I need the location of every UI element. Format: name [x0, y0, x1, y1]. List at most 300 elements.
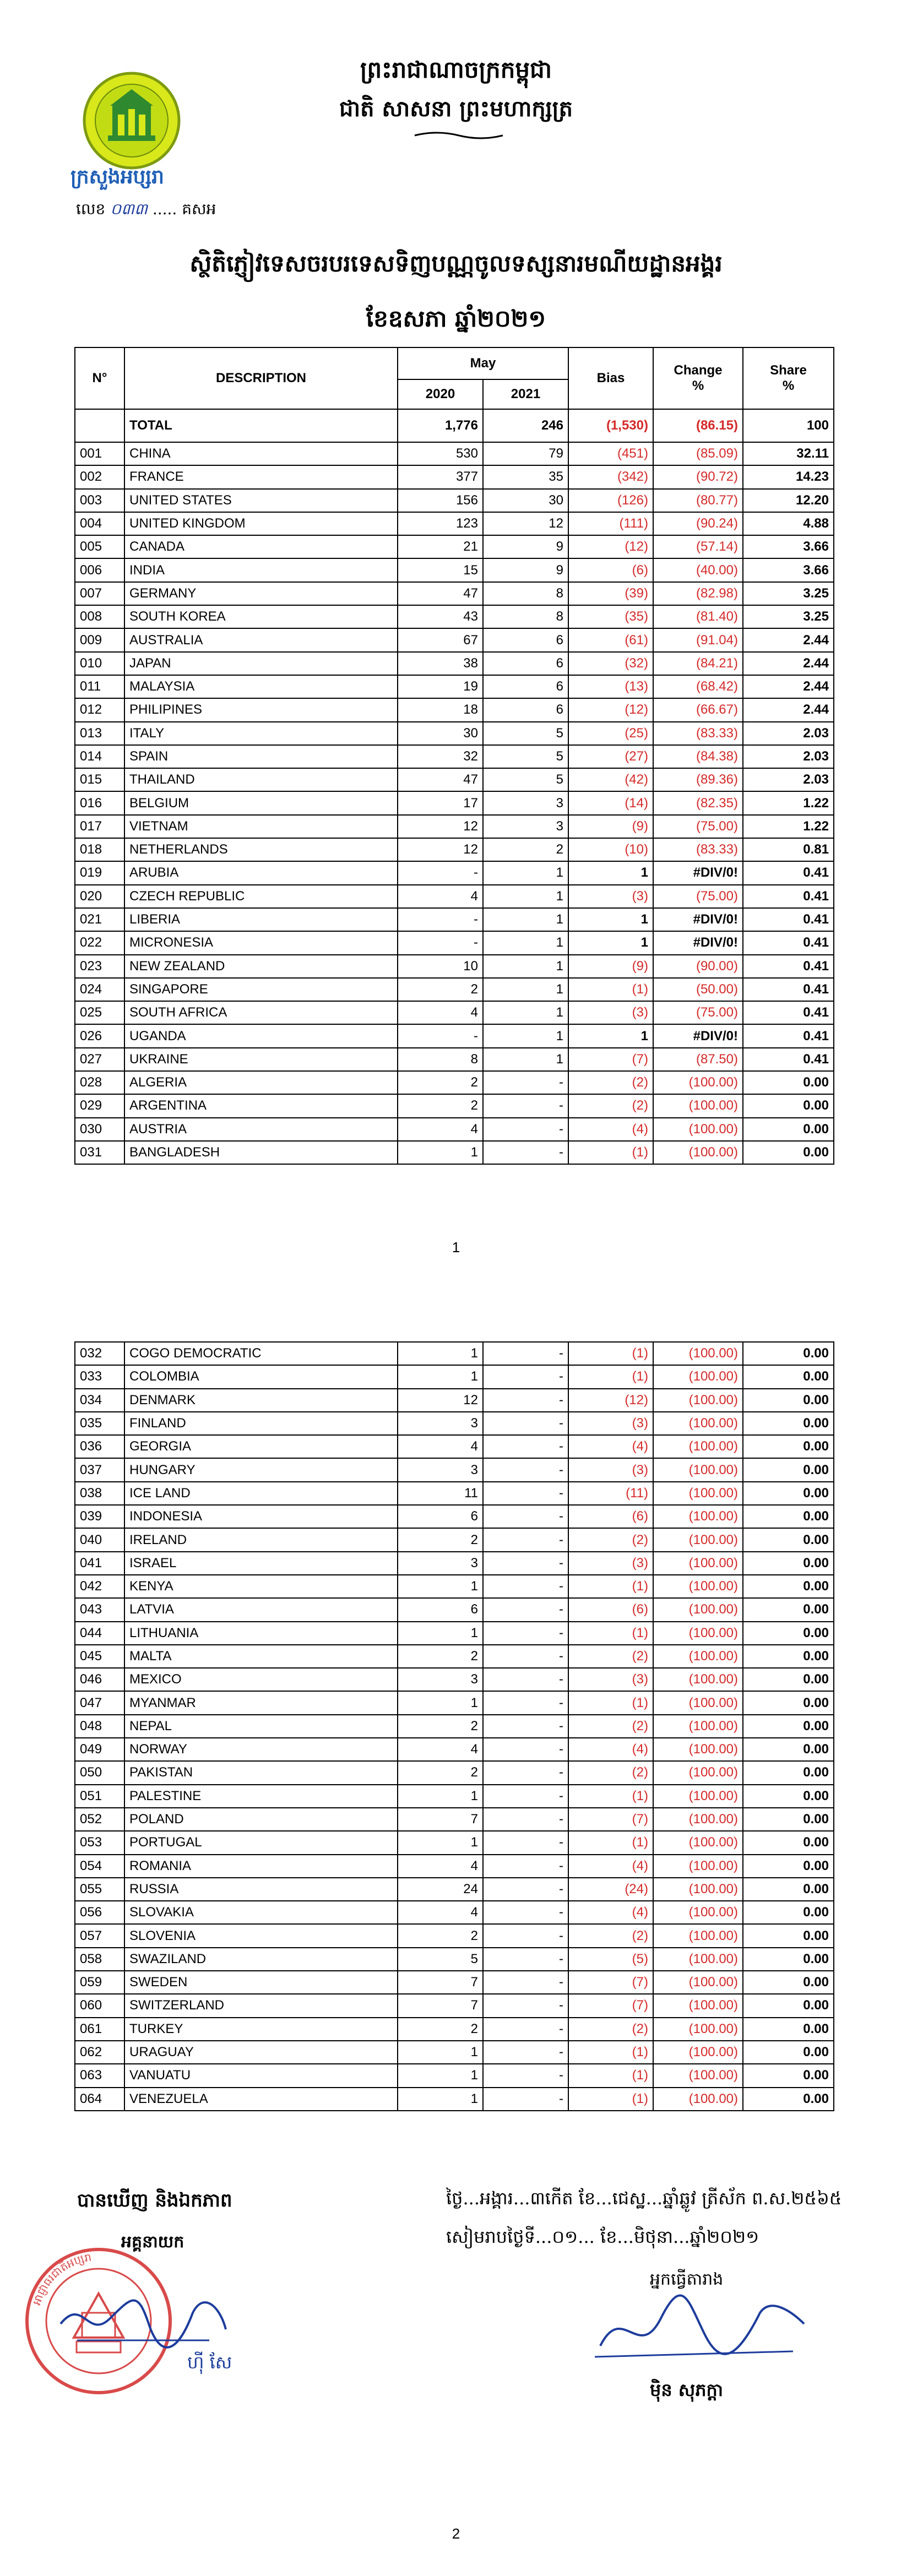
row-share: 0.00 — [743, 1552, 834, 1575]
row-change: (100.00) — [653, 2018, 743, 2041]
table-row — [75, 838, 834, 861]
row-share: 3.25 — [743, 605, 834, 628]
row-bias: (9) — [568, 955, 653, 978]
table-row — [75, 1389, 834, 1412]
row-share: 1.22 — [743, 815, 834, 838]
row-share: 0.00 — [743, 1924, 834, 1947]
row-number: 005 — [75, 535, 124, 558]
table-row — [75, 465, 834, 488]
table-row — [75, 1141, 834, 1164]
row-change: (100.00) — [653, 1878, 743, 1901]
row-2021: - — [483, 1971, 568, 1994]
row-2020: 2 — [398, 2018, 483, 2041]
row-number: 042 — [75, 1575, 124, 1598]
row-number: 029 — [75, 1094, 124, 1117]
row-share: 0.00 — [743, 1855, 834, 1878]
row-description: PHILIPINES — [124, 698, 398, 721]
row-2021: - — [483, 1761, 568, 1784]
row-2020: 156 — [398, 489, 483, 512]
row-bias: (7) — [568, 1048, 653, 1071]
row-bias: (7) — [568, 1808, 653, 1831]
row-share: 2.03 — [743, 745, 834, 768]
row-share: 3.66 — [743, 558, 834, 581]
row-number: 035 — [75, 1412, 124, 1435]
row-change: (90.72) — [653, 465, 743, 488]
row-2020: 5 — [398, 1948, 483, 1971]
page-number-2: 2 — [452, 2525, 460, 2542]
row-share: 0.00 — [743, 1458, 834, 1481]
row-description: SOUTH KOREA — [124, 605, 398, 628]
row-share: 0.00 — [743, 1389, 834, 1412]
row-bias: (6) — [568, 558, 653, 581]
total-row — [75, 409, 834, 442]
table-row — [75, 628, 834, 651]
row-change: (100.00) — [653, 1971, 743, 1994]
row-share: 2.03 — [743, 722, 834, 745]
row-change: #DIV/0! — [653, 908, 743, 931]
row-number: 060 — [75, 1994, 124, 2017]
row-description: FRANCE — [124, 465, 398, 488]
row-number: 008 — [75, 605, 124, 628]
row-2021: - — [483, 1808, 568, 1831]
row-2021: - — [483, 2041, 568, 2064]
row-share: 0.00 — [743, 1505, 834, 1528]
row-number: 015 — [75, 768, 124, 791]
row-change: (100.00) — [653, 1598, 743, 1621]
row-share: 0.00 — [743, 1715, 834, 1738]
visitor-stats-table — [74, 347, 834, 1165]
row-2021: 3 — [483, 815, 568, 838]
change-unit: % — [692, 378, 704, 393]
row-2021: 6 — [483, 698, 568, 721]
row-2021: - — [483, 1622, 568, 1645]
row-description: LITHUANIA — [124, 1622, 398, 1645]
row-2020: 1 — [398, 1831, 483, 1854]
row-number: 003 — [75, 489, 124, 512]
row-number: 044 — [75, 1622, 124, 1645]
row-2020: 2 — [398, 1071, 483, 1094]
row-change: #DIV/0! — [653, 861, 743, 884]
row-bias: (4) — [568, 1901, 653, 1924]
row-number: 050 — [75, 1761, 124, 1784]
table-body-page-2 — [75, 1342, 834, 2111]
row-2020: - — [398, 1024, 483, 1047]
table-row — [75, 1855, 834, 1878]
row-2021: - — [483, 1094, 568, 1117]
row-bias: (2) — [568, 1715, 653, 1738]
row-share: 3.25 — [743, 582, 834, 605]
row-share: 0.41 — [743, 931, 834, 954]
row-number: 021 — [75, 908, 124, 931]
row-change: (81.40) — [653, 605, 743, 628]
row-bias: (9) — [568, 815, 653, 838]
row-description: MALAYSIA — [124, 675, 398, 698]
row-2020: 8 — [398, 1048, 483, 1071]
row-change: (89.36) — [653, 768, 743, 791]
row-2020: 30 — [398, 722, 483, 745]
row-number: 006 — [75, 558, 124, 581]
row-bias: (342) — [568, 465, 653, 488]
row-change: (90.24) — [653, 512, 743, 535]
row-number: 011 — [75, 675, 124, 698]
row-change: (100.00) — [653, 1389, 743, 1412]
row-bias: (4) — [568, 1118, 653, 1141]
row-2020: - — [398, 908, 483, 931]
row-2020: 4 — [398, 885, 483, 908]
row-2020: 47 — [398, 582, 483, 605]
table-row — [75, 652, 834, 675]
row-change: (100.00) — [653, 1094, 743, 1117]
ornament-divider — [412, 130, 506, 141]
row-2021: - — [483, 1435, 568, 1458]
row-change: (66.67) — [653, 698, 743, 721]
row-bias: (3) — [568, 1552, 653, 1575]
row-2021: 1 — [483, 1048, 568, 1071]
row-bias: (39) — [568, 582, 653, 605]
row-number: 001 — [75, 442, 124, 465]
row-bias: (1) — [568, 1365, 653, 1388]
row-bias: (1) — [568, 978, 653, 1001]
row-number: 054 — [75, 1855, 124, 1878]
row-bias: 1 — [568, 1024, 653, 1047]
row-change: (100.00) — [653, 1482, 743, 1505]
row-description: INDONESIA — [124, 1505, 398, 1528]
row-share: 0.00 — [743, 1948, 834, 1971]
visitor-stats-table-continued — [74, 1341, 834, 2111]
row-description: LIBERIA — [124, 908, 398, 931]
reference-number — [76, 199, 216, 222]
row-share: 2.03 — [743, 768, 834, 791]
row-number: 053 — [75, 1831, 124, 1854]
row-share: 2.44 — [743, 628, 834, 651]
row-description: PORTUGAL — [124, 1831, 398, 1854]
table-body-page-1 — [75, 409, 834, 1164]
table-row — [75, 698, 834, 721]
row-number: 004 — [75, 512, 124, 535]
row-number: 034 — [75, 1389, 124, 1412]
row-2021: 1 — [483, 908, 568, 931]
row-share: 0.81 — [743, 838, 834, 861]
row-number: 036 — [75, 1435, 124, 1458]
row-change: (100.00) — [653, 1528, 743, 1551]
row-share: 0.41 — [743, 908, 834, 931]
row-2020: 2 — [398, 1761, 483, 1784]
table-row — [75, 1118, 834, 1141]
table-row — [75, 1645, 834, 1668]
row-bias: (12) — [568, 1389, 653, 1412]
row-2021: - — [483, 1575, 568, 1598]
table-row — [75, 1691, 834, 1714]
row-share: 0.00 — [743, 1738, 834, 1761]
row-description: ALGERIA — [124, 1071, 398, 1094]
row-2021: - — [483, 1118, 568, 1141]
row-share: 0.00 — [743, 1691, 834, 1714]
row-change: #DIV/0! — [653, 1024, 743, 1047]
svg-text:អាជ្ញាធរជាតិអប្សរា: អាជ្ញាធរជាតិអប្សរា — [30, 2250, 93, 2307]
row-change: (100.00) — [653, 2064, 743, 2087]
page-2 — [0, 1283, 912, 2576]
table-row — [75, 1785, 834, 1808]
row-description: AUSTRALIA — [124, 628, 398, 651]
row-number: 057 — [75, 1924, 124, 1947]
row-description: URAGUAY — [124, 2041, 398, 2064]
row-share: 0.00 — [743, 2064, 834, 2087]
row-change: (100.00) — [653, 1901, 743, 1924]
row-change: (84.21) — [653, 652, 743, 675]
row-description: ISRAEL — [124, 1552, 398, 1575]
row-share: 0.00 — [743, 2018, 834, 2041]
row-2020: 4 — [398, 1001, 483, 1024]
row-share: 0.00 — [743, 2041, 834, 2064]
row-2021: - — [483, 1645, 568, 1668]
row-description: UGANDA — [124, 1024, 398, 1047]
row-2021: - — [483, 2064, 568, 2087]
row-2021: - — [483, 1598, 568, 1621]
row-2020: 67 — [398, 628, 483, 651]
row-description: PALESTINE — [124, 1785, 398, 1808]
table-row — [75, 1094, 834, 1117]
row-number: 007 — [75, 582, 124, 605]
row-2020: 12 — [398, 1389, 483, 1412]
row-number: 051 — [75, 1785, 124, 1808]
row-bias: (2) — [568, 2018, 653, 2041]
author-signature-image — [584, 2291, 815, 2368]
row-change: (100.00) — [653, 1715, 743, 1738]
row-change: (100.00) — [653, 1761, 743, 1784]
row-share: 0.00 — [743, 1435, 834, 1458]
row-change: (50.00) — [653, 978, 743, 1001]
row-description: ICE LAND — [124, 1482, 398, 1505]
table-row — [75, 885, 834, 908]
row-number: 017 — [75, 815, 124, 838]
row-description: MALTA — [124, 1645, 398, 1668]
row-2020: 530 — [398, 442, 483, 465]
row-bias: (12) — [568, 698, 653, 721]
row-description: SINGAPORE — [124, 978, 398, 1001]
row-bias: (24) — [568, 1878, 653, 1901]
row-2021: - — [483, 1342, 568, 1365]
row-description: IRELAND — [124, 1528, 398, 1551]
row-2020: 377 — [398, 465, 483, 488]
col-header-share — [743, 347, 834, 409]
row-description: COGO DEMOCRATIC — [124, 1342, 398, 1365]
row-2021: - — [483, 1924, 568, 1947]
table-row — [75, 1342, 834, 1365]
row-2020: 1 — [398, 1342, 483, 1365]
total-2020: 1,776 — [398, 409, 483, 442]
table-row — [75, 1622, 834, 1645]
director-title: អគ្គនាយក — [121, 2232, 184, 2252]
row-description: SWAZILAND — [124, 1948, 398, 1971]
row-description: UNITED STATES — [124, 489, 398, 512]
row-number: 023 — [75, 955, 124, 978]
row-change: (100.00) — [653, 1552, 743, 1575]
row-2021: - — [483, 1901, 568, 1924]
row-2020: 4 — [398, 1738, 483, 1761]
row-bias: (1) — [568, 1622, 653, 1645]
table-row — [75, 791, 834, 814]
row-change: (100.00) — [653, 1575, 743, 1598]
row-change: (100.00) — [653, 1118, 743, 1141]
total-label: TOTAL — [124, 409, 398, 442]
row-share: 0.00 — [743, 1528, 834, 1551]
row-bias: (13) — [568, 675, 653, 698]
row-2021: 35 — [483, 465, 568, 488]
row-number: 052 — [75, 1808, 124, 1831]
row-2021: 6 — [483, 652, 568, 675]
row-bias: (2) — [568, 1645, 653, 1668]
row-bias: 1 — [568, 861, 653, 884]
row-description: NORWAY — [124, 1738, 398, 1761]
row-change: (68.42) — [653, 675, 743, 698]
table-row — [75, 582, 834, 605]
row-description: COLOMBIA — [124, 1365, 398, 1388]
director-name: ហ៊ី សែ — [187, 2352, 232, 2373]
motto-heading: ជាតិ សាសនា ព្រះមហាក្សត្រ — [339, 96, 573, 122]
share-label: Share — [770, 363, 807, 378]
institution-name: ក្រសួងអប្សរា — [70, 165, 164, 188]
row-2021: 1 — [483, 955, 568, 978]
row-share: 0.00 — [743, 1878, 834, 1901]
row-change: (83.33) — [653, 838, 743, 861]
row-change: (75.00) — [653, 885, 743, 908]
row-description: SWEDEN — [124, 1971, 398, 1994]
row-2021: - — [483, 1785, 568, 1808]
row-bias: (12) — [568, 535, 653, 558]
row-share: 2.44 — [743, 675, 834, 698]
row-2020: 4 — [398, 1118, 483, 1141]
row-number: 010 — [75, 652, 124, 675]
row-2020: 1 — [398, 1575, 483, 1598]
table-row — [75, 1505, 834, 1528]
row-share: 0.00 — [743, 1118, 834, 1141]
table-row — [75, 768, 834, 791]
table-row — [75, 1971, 834, 1994]
row-description: BANGLADESH — [124, 1141, 398, 1164]
table-row — [75, 1994, 834, 2017]
row-description: POLAND — [124, 1808, 398, 1831]
row-number: 013 — [75, 722, 124, 745]
row-change: (100.00) — [653, 2041, 743, 2064]
row-change: (100.00) — [653, 1458, 743, 1481]
row-description: MICRONESIA — [124, 931, 398, 954]
row-description: PAKISTAN — [124, 1761, 398, 1784]
row-2021: - — [483, 1855, 568, 1878]
row-number: 024 — [75, 978, 124, 1001]
row-change: (82.98) — [653, 582, 743, 605]
row-share: 0.41 — [743, 1024, 834, 1047]
row-description: CANADA — [124, 535, 398, 558]
row-2021: 5 — [483, 768, 568, 791]
row-bias: (1) — [568, 1785, 653, 1808]
row-share: 0.00 — [743, 1761, 834, 1784]
row-change: (100.00) — [653, 1668, 743, 1691]
row-bias: (1) — [568, 1575, 653, 1598]
author-label: អ្នកធ្វើតារាង — [650, 2270, 724, 2289]
row-2020: 4 — [398, 1855, 483, 1878]
share-unit: % — [782, 378, 795, 393]
row-2021: - — [483, 1994, 568, 2017]
row-number: 019 — [75, 861, 124, 884]
row-2021: 1 — [483, 885, 568, 908]
total-bias: (1,530) — [568, 409, 653, 442]
table-row — [75, 1528, 834, 1551]
row-change: (100.00) — [653, 1071, 743, 1094]
row-description: HUNGARY — [124, 1458, 398, 1481]
row-share: 0.00 — [743, 1645, 834, 1668]
total-share: 100 — [743, 409, 834, 442]
row-bias: (1) — [568, 1691, 653, 1714]
table-row — [75, 1552, 834, 1575]
row-2020: 15 — [398, 558, 483, 581]
row-2020: 2 — [398, 1715, 483, 1738]
row-share: 0.00 — [743, 1901, 834, 1924]
table-row — [75, 1482, 834, 1505]
row-change: (100.00) — [653, 1505, 743, 1528]
document-period: ខែឧសភា ឆ្នាំ២០២១ — [366, 305, 546, 332]
row-change: #DIV/0! — [653, 931, 743, 954]
row-number: 048 — [75, 1715, 124, 1738]
row-share: 0.00 — [743, 1071, 834, 1094]
row-2021: - — [483, 2018, 568, 2041]
row-2020: 2 — [398, 1645, 483, 1668]
row-description: VANUATU — [124, 2064, 398, 2087]
table-row — [75, 1761, 834, 1784]
row-2020: 1 — [398, 2041, 483, 2064]
row-number: 040 — [75, 1528, 124, 1551]
row-2020: 17 — [398, 791, 483, 814]
col-header-month: May — [398, 347, 568, 379]
row-bias: (4) — [568, 1435, 653, 1458]
row-change: (82.35) — [653, 791, 743, 814]
row-2021: 2 — [483, 838, 568, 861]
row-description: UKRAINE — [124, 1048, 398, 1071]
row-bias: (1) — [568, 2064, 653, 2087]
row-description: ROMANIA — [124, 1855, 398, 1878]
row-share: 0.41 — [743, 1048, 834, 1071]
table-row — [75, 1901, 834, 1924]
row-share: 3.66 — [743, 535, 834, 558]
row-2020: 1 — [398, 1365, 483, 1388]
row-2020: 1 — [398, 2088, 483, 2111]
row-number: 028 — [75, 1071, 124, 1094]
row-description: RUSSIA — [124, 1878, 398, 1901]
row-change: (100.00) — [653, 1622, 743, 1645]
row-share: 0.41 — [743, 885, 834, 908]
col-header-change — [653, 347, 743, 409]
table-row — [75, 2064, 834, 2087]
row-number: 041 — [75, 1552, 124, 1575]
table-row — [75, 558, 834, 581]
row-number: 014 — [75, 745, 124, 768]
row-change: (40.00) — [653, 558, 743, 581]
row-description: CHINA — [124, 442, 398, 465]
table-row — [75, 1412, 834, 1435]
row-share: 0.00 — [743, 1365, 834, 1388]
row-bias: (1) — [568, 1342, 653, 1365]
table-row — [75, 489, 834, 512]
table-row — [75, 1575, 834, 1598]
row-share: 0.00 — [743, 1808, 834, 1831]
row-number: 009 — [75, 628, 124, 651]
row-number: 058 — [75, 1948, 124, 1971]
row-bias: (3) — [568, 1668, 653, 1691]
row-number: 031 — [75, 1141, 124, 1164]
row-2020: 1 — [398, 1622, 483, 1645]
row-2020: 47 — [398, 768, 483, 791]
row-share: 0.00 — [743, 1831, 834, 1854]
row-number: 033 — [75, 1365, 124, 1388]
